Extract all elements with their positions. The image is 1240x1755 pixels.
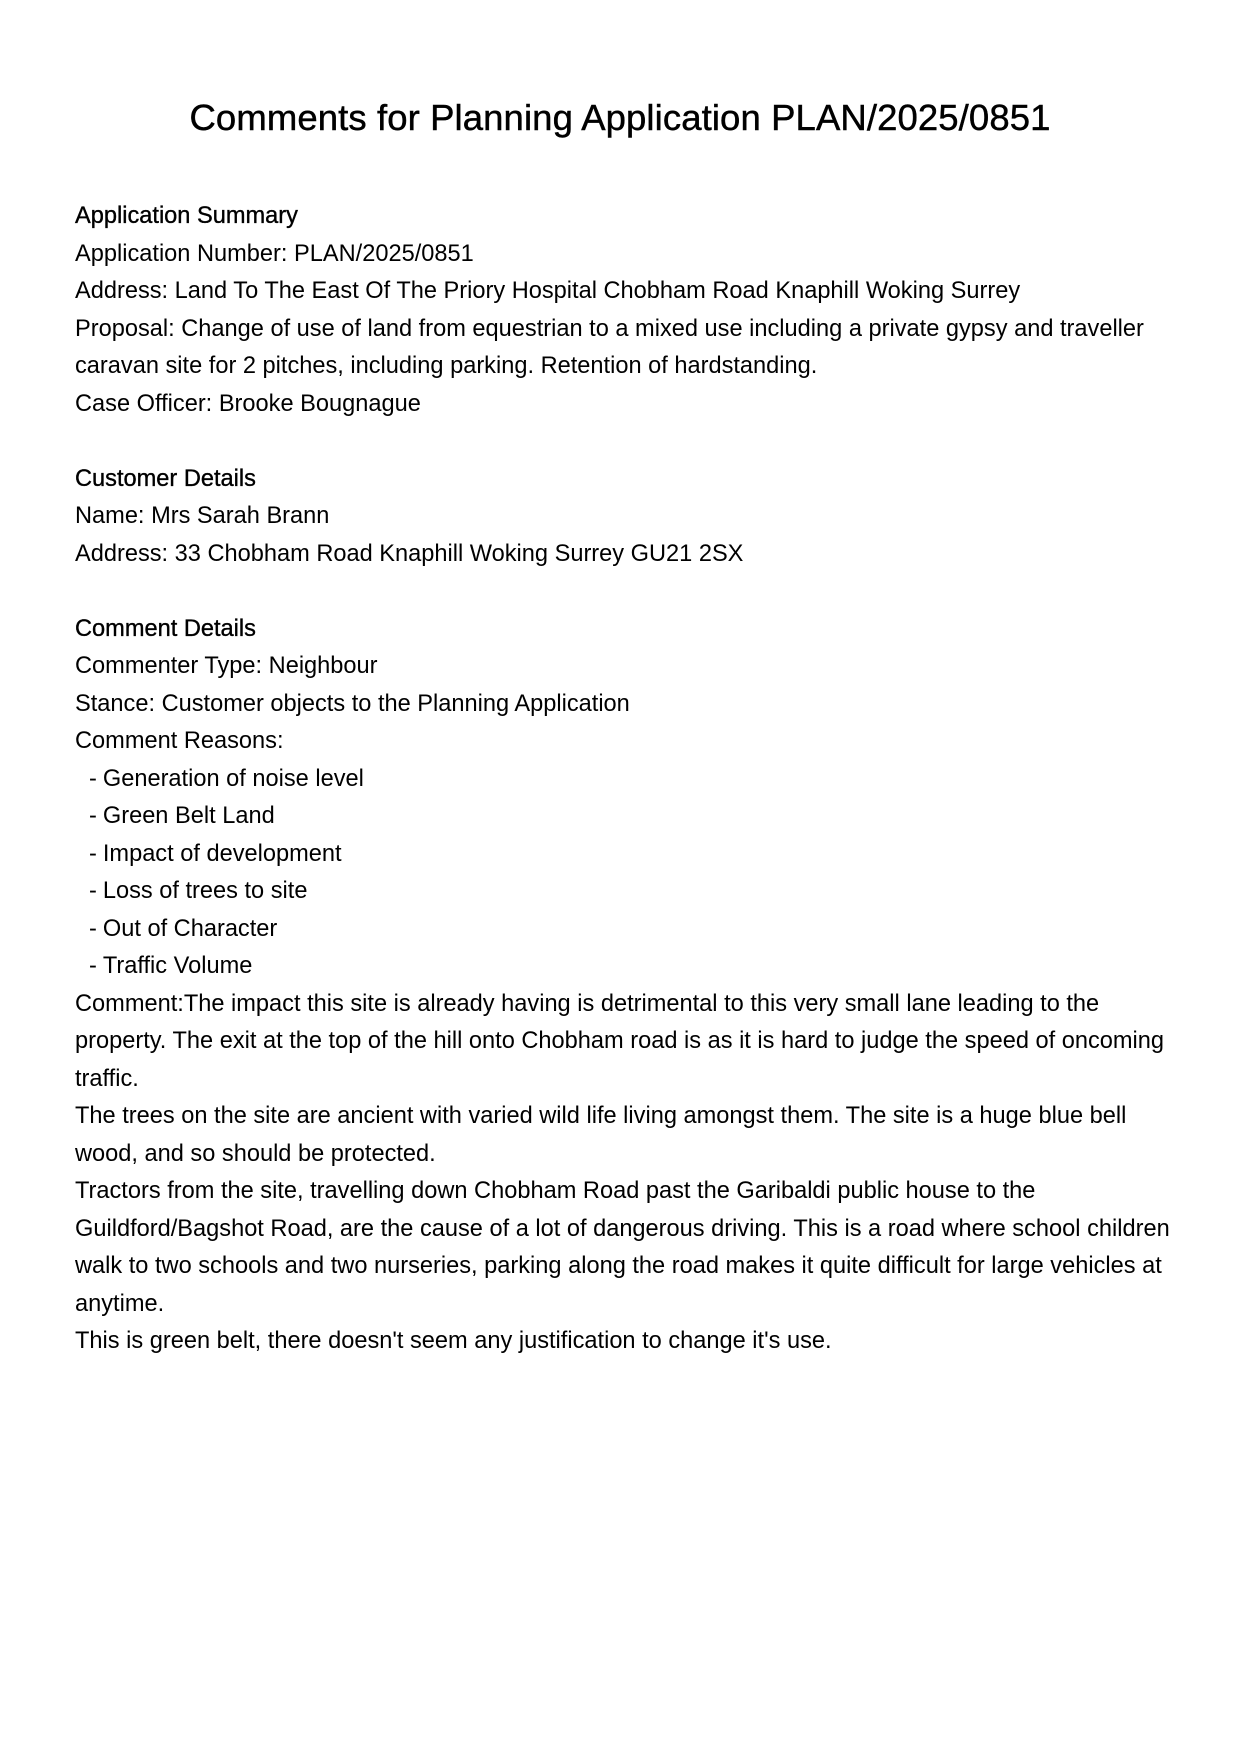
- proposal-line: [75, 311, 1175, 386]
- stance-line: [75, 686, 1175, 724]
- application-summary-heading: Application Summary: [75, 203, 298, 229]
- list-item: - Traffic Volume: [89, 953, 253, 979]
- proposal-value: Change of use of land from equestrian to a mixed use including a private gypsy and traveller caravan site for 2 pitches, including parking. Retention of hardstanding.: [75, 315, 1144, 379]
- reason-text: Out of Character: [102, 915, 278, 942]
- application-summary-section: [75, 198, 1175, 423]
- list-item: - Generation of noise level: [89, 765, 364, 792]
- stance-label: Stance:: [75, 690, 156, 717]
- reason-text: Impact of development: [102, 840, 342, 867]
- customer-address-label: Address:: [75, 540, 169, 567]
- case-officer-value: Brooke Bougnague: [218, 390, 421, 417]
- comment-details-section: [75, 611, 1175, 1361]
- customer-name-label: Name:: [75, 503, 145, 529]
- customer-address-value: 33 Chobham Road Knaphill Woking Surrey GU21 2SX: [174, 540, 744, 567]
- application-number-value: PLAN/2025/0851: [294, 240, 474, 267]
- customer-name-line: [75, 498, 1175, 536]
- reason-text: Generation of noise level: [102, 765, 364, 792]
- commenter-type-line: [75, 648, 1175, 686]
- case-officer-label: Case Officer:: [75, 390, 213, 417]
- page-title: Comments for Planning Application PLAN/2025/0851: [189, 97, 1051, 138]
- proposal-label: Proposal:: [75, 315, 175, 342]
- document-content: [75, 198, 1175, 1398]
- comment-text: The impact this site is already having is detrimental to this very small lane leading to the property. The exit at the top of the hill onto Chobham road is as it is hard to judge the speed of oncoming traffic.: [75, 990, 1165, 1092]
- reason-text: Green Belt Land: [102, 803, 275, 829]
- comment-paragraph: [75, 986, 1175, 1099]
- comment-reasons-list: [75, 761, 1175, 986]
- customer-address-line: [75, 536, 1175, 574]
- list-item: - Green Belt Land: [89, 803, 275, 829]
- comment-reasons-label: Comment Reasons:: [75, 728, 284, 754]
- reason-text: Traffic Volume: [102, 953, 253, 979]
- case-officer-line: [75, 386, 1175, 424]
- list-item: - Out of Character: [89, 915, 278, 942]
- application-address-line: [75, 273, 1175, 311]
- application-address-label: Address:: [75, 278, 169, 304]
- comment-details-heading: Comment Details: [75, 615, 256, 642]
- reason-text: Loss of trees to site: [102, 878, 308, 904]
- customer-details-section: [75, 461, 1175, 574]
- stance-value: Customer objects to the Planning Application: [161, 690, 630, 717]
- application-number-label: Application Number:: [75, 240, 288, 267]
- application-number-line: [75, 236, 1175, 274]
- comment-label: Comment:: [75, 990, 184, 1017]
- list-item: - Impact of development: [89, 840, 342, 867]
- list-item: - Loss of trees to site: [89, 878, 308, 904]
- application-address-value: Land To The East Of The Priory Hospital Chobham Road Knaphill Woking Surrey: [174, 278, 1021, 304]
- comment-paragraph: This is green belt, there doesn't seem any justification to change it's use.: [75, 1328, 832, 1354]
- comment-paragraph: The trees on the site are ancient with varied wild life living amongst them. The site is a huge blue bell wood, and so should be protected.: [75, 1103, 1127, 1167]
- comment-paragraph: Tractors from the site, travelling down Chobham Road past the Garibaldi public house to the Guildford/Bagshot Road, are the cause of a lot of dangerous driving. This is a road where school children walk to two schools and two nurseries, parking along the road makes it quite difficult for large vehicles at anytime.: [75, 1178, 1170, 1317]
- customer-name-value: Mrs Sarah Brann: [151, 503, 330, 529]
- commenter-type-value: Neighbour: [268, 653, 378, 679]
- commenter-type-label: Commenter Type:: [75, 653, 263, 679]
- customer-details-heading: Customer Details: [75, 465, 256, 492]
